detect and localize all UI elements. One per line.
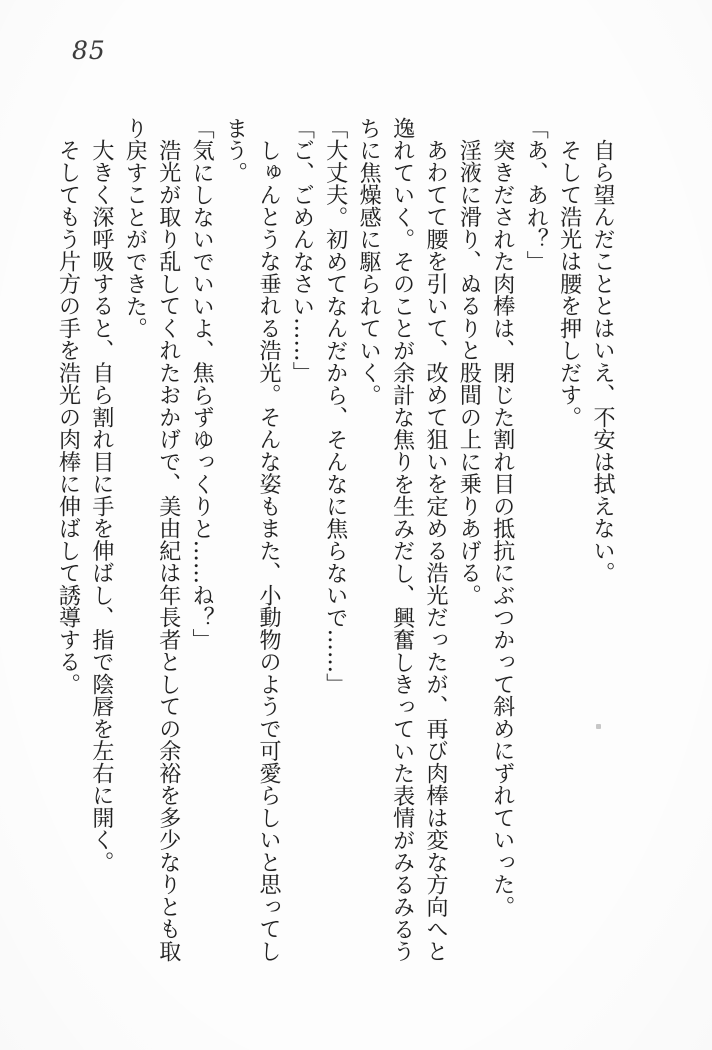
scan-artifact (596, 724, 601, 729)
paragraph: 「あ、あれ？」 (523, 117, 549, 273)
paragraph: 突きだされた肉棒は、閉じた割れ目の抵抗にぶつかって斜めにずれていった。 (489, 139, 515, 918)
paragraph: しゅんとうな垂れる浩光。そんな姿もまた、小動物のようで可愛らしいと思ってしまう。 (222, 117, 281, 963)
paragraph: 淫液に滑り、ぬるりと股間の上に乗りあげる。 (456, 139, 482, 607)
paragraph: 自ら望んだこととはいえ、不安は拭えない。 (590, 139, 615, 584)
text-block (51, 117, 619, 963)
paragraph: そして浩光は腰を押しだす。 (556, 139, 582, 429)
paragraph: そしてもう片方の手を浩光の肉棒に伸ばして誘導する。 (55, 139, 81, 696)
paragraph: あわてて腰を引いて、改めて狙いを定める浩光だったが、再び肉棒は変な方向へと逸れていく。そのことが余計な焦りを生みだし、興奮しきっていた表情がみるみるうちに焦燥感に駆られていく。 (356, 117, 448, 963)
paragraph: 大きく深呼吸すると、自ら割れ目に手を伸ばし、指で陰唇を左右に開く。 (88, 139, 114, 874)
page-number: 85 (72, 36, 106, 65)
paragraph: 「気にしないでいいよ、焦らずゆっくりと……ね？」 (189, 117, 215, 651)
paragraph: 浩光が取り乱してくれたおかげで、美由紀は年長者としての余裕を多少なりとも取り戻すことができた。 (122, 117, 181, 963)
paragraph: 「大丈夫。初めてなんだから、そんなに焦らないで……」 (322, 117, 348, 696)
paragraph: 「ご、ごめんなさい……」 (289, 117, 315, 384)
